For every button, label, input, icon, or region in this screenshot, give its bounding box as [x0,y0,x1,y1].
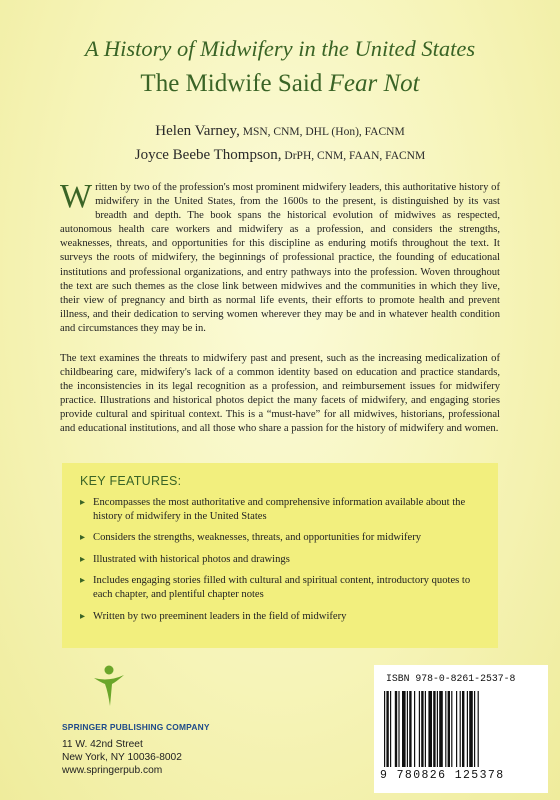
feature-text: Encompasses the most authoritative and comprehensive information available about the history of midwifery in the United States [93,497,466,522]
barcode-digits: 9 780826 125378 [380,769,505,782]
publisher-name: SPRINGER PUBLISHING COMPANY [62,722,210,732]
publisher-website: www.springerpub.com [62,765,163,776]
drop-cap: W [60,178,93,215]
address-city: New York, NY 10036-8002 [62,752,182,763]
subtitle-italic: Fear Not [328,70,420,97]
barcode-icon [382,691,540,767]
bullet-icon: ▸ [80,575,86,587]
bullet-icon: ▸ [80,610,86,622]
author-credentials: MSN, CNM, DHL (Hon), FACNM [239,126,405,138]
address-street: 11 W. 42nd Street [62,739,143,750]
description-paragraph-1 [60,178,500,336]
author-credentials: DrPH, CNM, FAAN, FACNM [281,150,426,162]
bullet-icon: ▸ [80,497,86,508]
authors [0,120,560,168]
isbn-barcode [374,665,548,793]
key-features-list [80,496,482,623]
author-1 [0,120,560,144]
feature-text: Considers the strengths, weaknesses, threats, and opportunities for midwifery [93,532,422,544]
description-paragraph-2: The text examines the threats to midwifery past and present, such as the increasing medicalization of childbearing care, midwifery's lack of a common identity based on education and practice standards, the inconsistencies in its legal recognition as a profession, and reimbursement issues for midwifery practice. Illustrations and historical photos depict the many facets of midwifery, and engaging stories provide cultural and spiritual context. This is a “must-have” for all midwives, historians, professional and educational institutions, and all those who share a passion for the history of midwifery and women. [60,353,500,435]
subtitle-main: The Midwife Said [140,70,329,97]
list-item [80,496,482,523]
key-features-heading: KEY FEATURES: [80,474,182,488]
list-item [80,610,482,624]
feature-text: Includes engaging stories filled with cultural and spiritual content, introductory quotes to each chapter, and plentiful chapter notes [93,575,471,600]
publisher-address [62,738,182,777]
list-item [80,531,482,545]
list-item [80,553,482,567]
springer-logo-icon [62,662,232,718]
bullet-icon: ▸ [80,553,86,565]
list-item [80,574,482,601]
paragraph-1-text: ritten by two of the profession's most prominent midwifery leaders, this authoritative history of midwifery in the United States, from the 1600s to the present, is distinguished by its vast breadth and depth. The book spans the historical evolution of midwives as respected, autonomous health care workers and midwifery as a profession, and considers the strengths, weaknesses, threats, and opportunities for this discipline as enduring motifs throughout the text. It surveys the roots of midwifery, the beginnings of professional practice, the founding of educational institutions and professional organizations, and entry pathways into the profession. Woven throughout the text are such themes as the close link between midwives and the communities in which they live, their view of pregnancy and birth as normal life events, their efforts to promote health and prevent illness, and their dedication to serving women wherever they may be and in whatever health condition and circumstances they may be in. [60,182,500,334]
bullet-icon: ▸ [80,532,86,544]
isbn-label: ISBN 978-0-8261-2537-8 [386,673,516,684]
book-title: A History of Midwifery in the United States [84,36,476,61]
author-name: Joyce Beebe Thompson, [134,147,282,163]
feature-text: Illustrated with historical photos and drawings [93,553,290,565]
author-name: Helen Varney, [155,123,240,139]
book-subtitle [0,70,560,98]
author-2 [0,144,560,168]
feature-text: Written by two preeminent leaders in the field of midwifery [93,610,347,622]
key-features-box [62,463,498,648]
